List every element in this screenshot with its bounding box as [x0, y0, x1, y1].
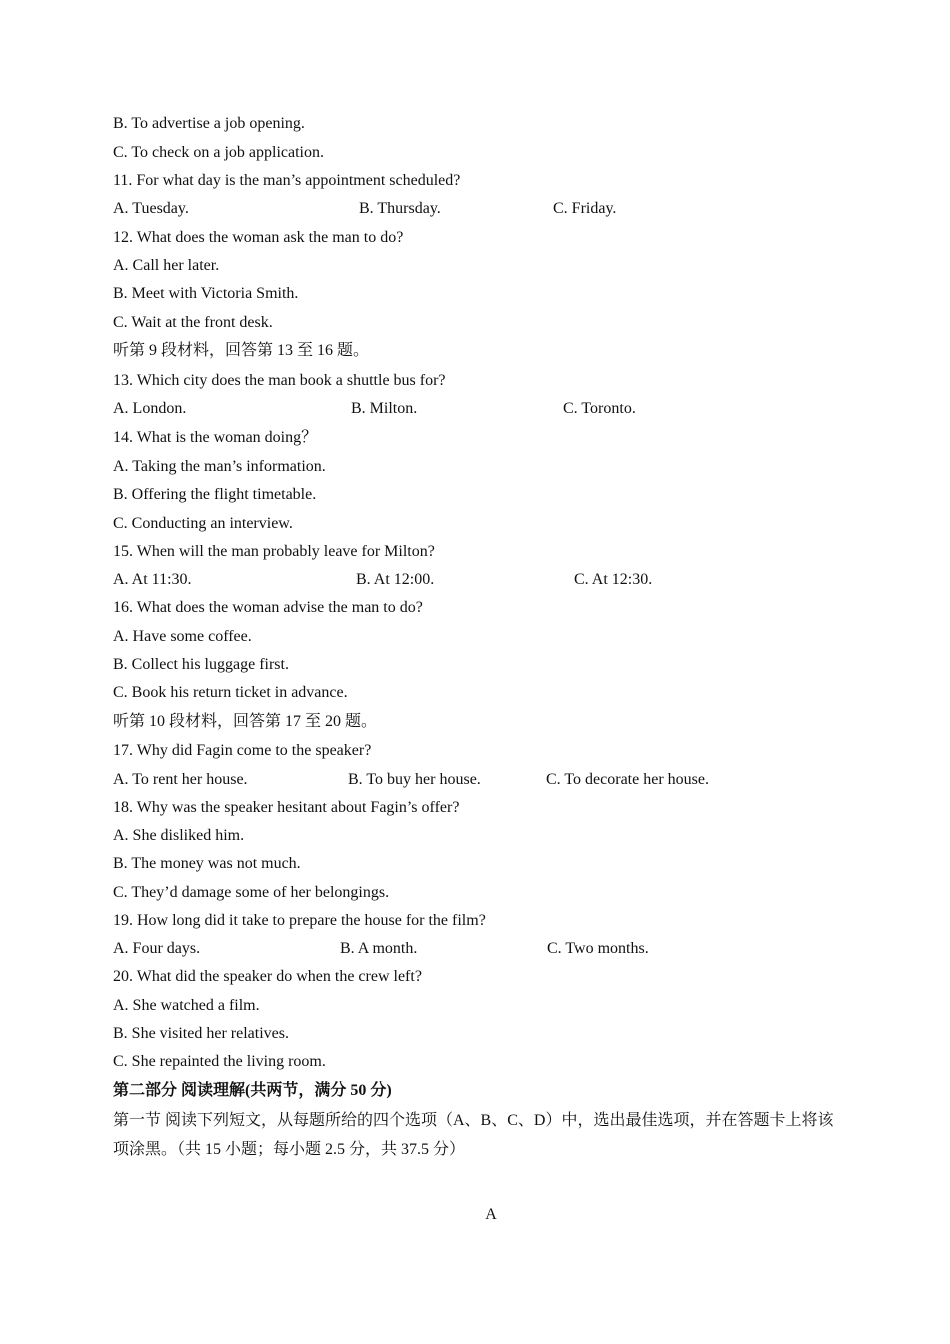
- q14-option-b: B. Offering the flight timetable.: [113, 486, 317, 503]
- q11-stem: 11. For what day is the man’s appointment scheduled?: [113, 172, 461, 189]
- q18-option-a: A. She disliked him.: [113, 827, 245, 844]
- section-10-instruction: 听第 10 段材料，回答第 17 至 20 题。: [113, 713, 378, 730]
- q15-option-b: B. At 12:00.: [356, 571, 435, 588]
- passage-label: A: [485, 1206, 497, 1223]
- q10-option-b: B. To advertise a job opening.: [113, 115, 305, 132]
- q15-stem: 15. When will the man probably leave for Milton?: [113, 543, 435, 560]
- q12-option-b: B. Meet with Victoria Smith.: [113, 285, 299, 302]
- q16-stem: 16. What does the woman advise the man to do?: [113, 599, 423, 616]
- q19-option-a: A. Four days.: [113, 940, 201, 957]
- q18-option-b: B. The money was not much.: [113, 855, 301, 872]
- q20-option-c: C. She repainted the living room.: [113, 1053, 326, 1070]
- q12-option-a: A. Call her later.: [113, 257, 220, 274]
- q13-option-c: C. Toronto.: [563, 400, 636, 417]
- q16-option-a: A. Have some coffee.: [113, 628, 252, 645]
- q18-stem: 18. Why was the speaker hesitant about Fagin’s offer?: [113, 799, 460, 816]
- q13-stem: 13. Which city does the man book a shuttle bus for?: [113, 372, 446, 389]
- q19-stem: 19. How long did it take to prepare the house for the film?: [113, 912, 486, 929]
- q15-option-a: A. At 11:30.: [113, 571, 192, 588]
- section-1-instruction: 第一节 阅读下列短文，从每题所给的四个选项（A、B、C、D）中，选出最佳选项，并在答题卡上将该项涂黑。（共 15 小题；每小题 2.5 分，共 37.5 分）: [113, 1112, 834, 1158]
- q19-option-c: C. Two months.: [547, 940, 649, 957]
- q16-option-b: B. Collect his luggage first.: [113, 656, 289, 673]
- q14-stem: 14. What is the woman doing？: [113, 429, 318, 446]
- q17-option-a: A. To rent her house.: [113, 771, 248, 788]
- q11-option-b: B. Thursday.: [359, 200, 441, 217]
- q13-option-b: B. Milton.: [351, 400, 418, 417]
- q11-option-a: A. Tuesday.: [113, 200, 189, 217]
- q12-stem: 12. What does the woman ask the man to do?: [113, 229, 404, 246]
- q17-option-b: B. To buy her house.: [348, 771, 481, 788]
- q20-option-a: A. She watched a film.: [113, 997, 260, 1014]
- q15-option-c: C. At 12:30.: [574, 571, 653, 588]
- q16-option-c: C. Book his return ticket in advance.: [113, 684, 348, 701]
- q19-option-b: B. A month.: [340, 940, 418, 957]
- q18-option-c: C. They’d damage some of her belongings.: [113, 884, 390, 901]
- q12-option-c: C. Wait at the front desk.: [113, 314, 273, 331]
- q14-option-a: A. Taking the man’s information.: [113, 458, 326, 475]
- q11-option-c: C. Friday.: [553, 200, 617, 217]
- q17-stem: 17. Why did Fagin come to the speaker?: [113, 742, 372, 759]
- q13-option-a: A. London.: [113, 400, 187, 417]
- q17-option-c: C. To decorate her house.: [546, 771, 709, 788]
- q20-option-b: B. She visited her relatives.: [113, 1025, 289, 1042]
- section-9-instruction: 听第 9 段材料，回答第 13 至 16 题。: [113, 342, 370, 359]
- q14-option-c: C. Conducting an interview.: [113, 515, 293, 532]
- q20-stem: 20. What did the speaker do when the crew left?: [113, 968, 422, 985]
- q10-option-c: C. To check on a job application.: [113, 144, 324, 161]
- part-2-heading: 第二部分 阅读理解(共两节，满分 50 分): [113, 1082, 392, 1099]
